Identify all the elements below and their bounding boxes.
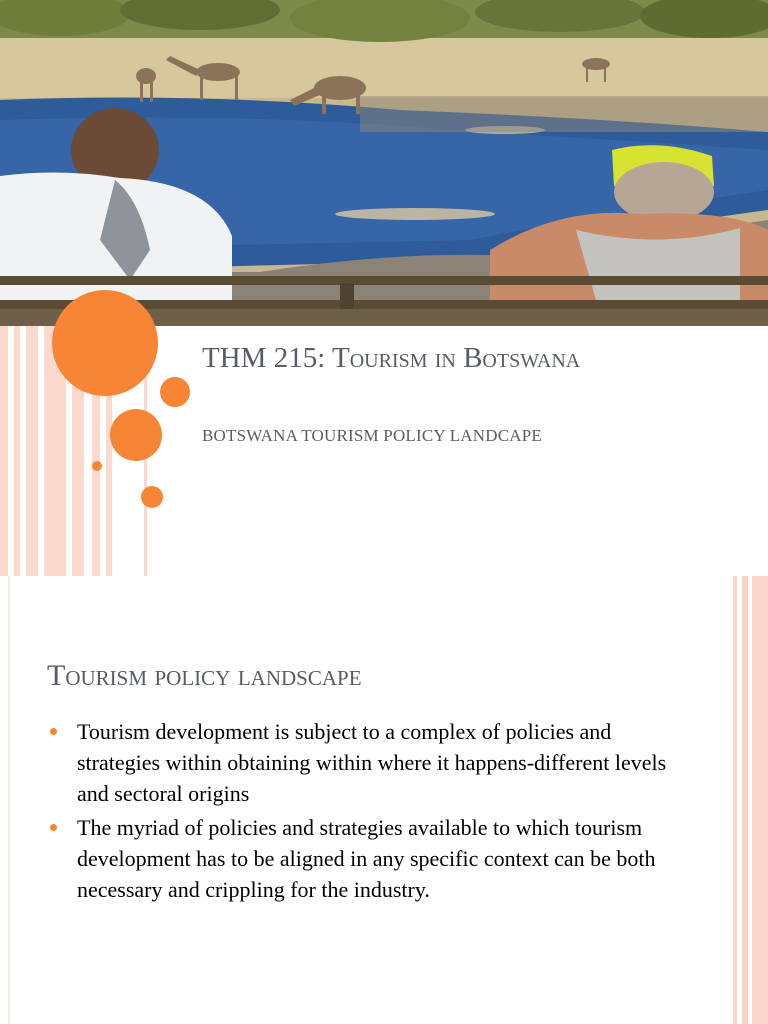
decorative-stripe [742, 576, 748, 1024]
bullet-list [48, 716, 688, 908]
decorative-circle-small-2 [141, 486, 163, 508]
bullet-text: The myriad of policies and strategies available to which tourism development has to be aligned in any specific context can be both necessary and crippling for the industry. [77, 815, 656, 902]
decorative-circle-small [160, 377, 190, 407]
list-item [48, 716, 688, 809]
decorative-stripe [752, 576, 768, 1024]
bullet-text: Tourism development is subject to a complex of policies and strategies within obtaining within where it happens-different levels and sectoral origins [77, 719, 667, 806]
slide-subtitle: BOTSWANA TOURISM POLICY LANDCAPE [202, 426, 542, 445]
decorative-circle-tiny [92, 461, 102, 471]
bullet-icon [50, 728, 57, 735]
content-slide [0, 576, 768, 1024]
slide-title: Tourism policy landscape [47, 659, 362, 692]
decorative-circle-medium [110, 409, 162, 461]
list-item [48, 812, 688, 905]
decorative-circle-large [52, 290, 158, 396]
decorative-stripe [8, 576, 10, 1024]
bullet-icon [50, 824, 57, 831]
slide-title: THM 215: Tourism in Botswana [202, 342, 581, 374]
decorative-stripe [733, 576, 737, 1024]
safari-waterhole-photo [0, 0, 768, 326]
